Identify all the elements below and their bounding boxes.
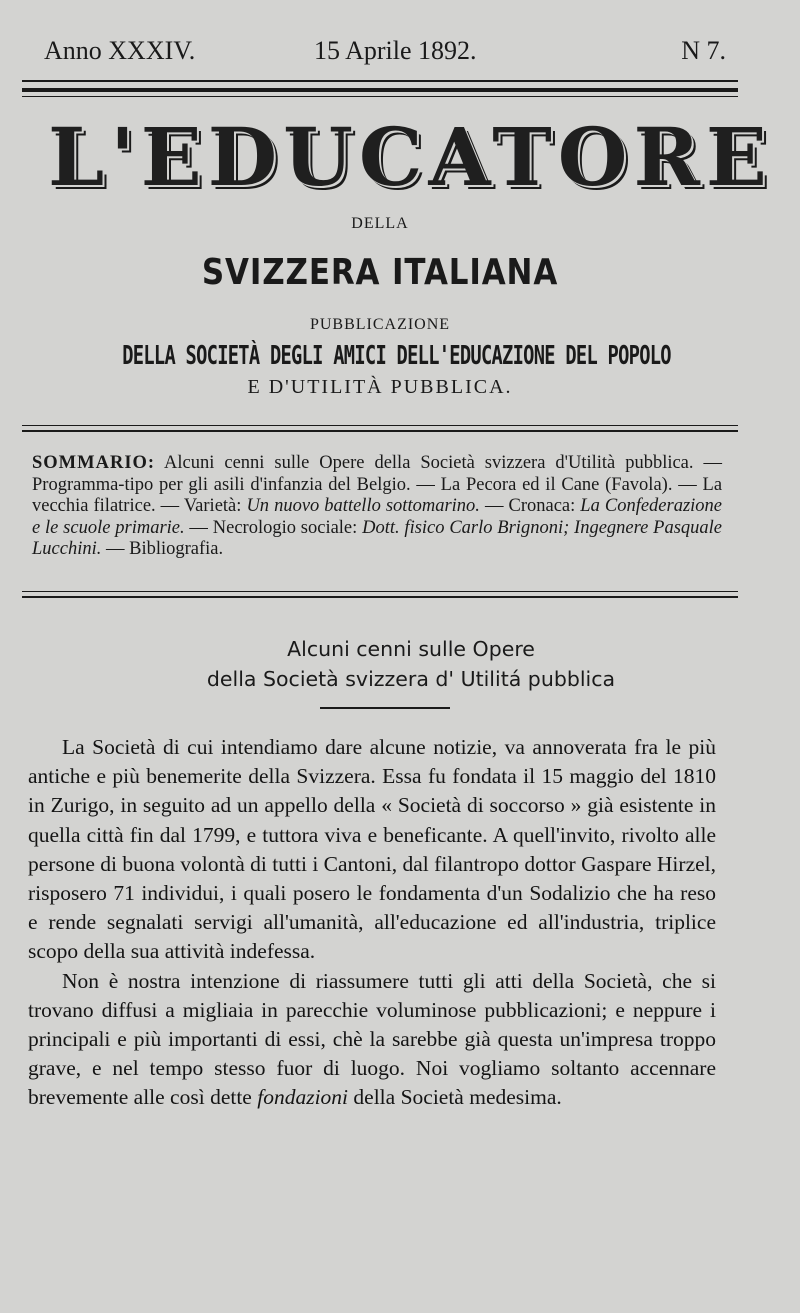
- summary-item: Alcuni cenni sulle Opere della Società svizzera d'Utilità pubblica.: [164, 453, 694, 473]
- article-title-line2: della Società svizzera d' Utilitá pubblica: [206, 667, 616, 691]
- summary-item: La Pecora ed il Cane (Favola).: [440, 474, 673, 495]
- summary-label: SOMMARIO:: [32, 453, 156, 473]
- article-paragraph: La Società di cui intendiamo dare alcune notizie, va annoverata fra le più antiche e più benemerite della Svizzera. Essa fu fondata il 15 maggio del 1810 in Zurigo, in seguito ad un appello della « Società di soccorso » già esistente in quella città fin dal 1799, e tuttora viva e beneficante. A quell'invito, rivolto alle persone di buona volontà di tutti i Cantoni, dal filantropo dottor Gaspare Hirzel, risposero 71 individui, i quali posero le fondamenta d'un Sodalizio che ha reso e rende segnalati servigi all'umanità, all'educazione ed all'industria, triplice scopo della sua attività indefessa.: [28, 735, 716, 964]
- issue-number: N 7.: [681, 36, 726, 65]
- summary-item-label: Necrologio sociale:: [212, 517, 358, 538]
- title-subtitle: SVIZZERA ITALIANA: [201, 252, 559, 293]
- article-body: [28, 733, 716, 1113]
- newspaper-title: L'EDUCATORE: [48, 110, 773, 204]
- masthead-rule-thin: [22, 96, 738, 97]
- society-name: DELLA SOCIETÀ DEGLI AMICI DELL'EDUCAZIONE DEL POPOLO: [122, 341, 671, 371]
- emphasis-fondazioni: fondazioni: [257, 1085, 349, 1110]
- title-della: DELLA: [351, 215, 409, 232]
- header-rule-1: [22, 425, 738, 426]
- masthead-rule-top: [22, 80, 738, 82]
- summary-item-label: Varietà:: [183, 496, 242, 516]
- summary-item: Dott. fisico Carlo Brignoni; Ingegnere Pasquale Lucchini.: [32, 517, 723, 559]
- article-paragraph: Non è nostra intenzione di riassumere tutti gli atti della Società, che si trovano diffusi a migliaia in parecchie voluminose pubblicazioni; e neppure i principali e più importanti di essi, chè la sarebbe già questa un'impresa troppo grave, e nel tempo stesso fuor di luogo. Noi vogliamo soltanto accennare brevemente alle così dette fondazioni della Società medesima.: [28, 968, 716, 1110]
- masthead-rule-thick: [22, 88, 738, 92]
- issue-year: Anno XXXIV.: [44, 36, 196, 65]
- summary-item: Un nuovo battello sottomarino.: [246, 496, 480, 516]
- summary-item: La vecchia filatrice.: [32, 474, 723, 516]
- summary-rule-2: [22, 596, 738, 598]
- summary-item: Bibliografia.: [129, 539, 224, 559]
- summary-item: La Confederazione e le scuole primarie.: [32, 496, 723, 538]
- society-utility: E D'UTILITÀ PUBBLICA.: [247, 376, 513, 398]
- summary-block: SOMMARIO: Alcuni cenni sulle Opere della Società svizzera d'Utilità pubblica. — Programma-tipo per gli asili d'infanzia del Belgio. — La Pecora ed il Cane (Favola). — La vecchia filatrice. — Varietà: Un nuovo battello sottomarino. — Cronaca: La Confederazione e le scuole primarie. — Necrologio sociale: Dott. fisico Carlo Brignoni; Ingegnere Pasquale Lucchini. — Bibliografia.: [32, 453, 723, 559]
- header-rule-2: [22, 430, 738, 432]
- article-title-line1: Alcuni cenni sulle Opere: [287, 637, 535, 661]
- summary-item: Programma-tipo per gli asili d'infanzia del Belgio.: [32, 474, 411, 495]
- publication-label: PUBBLICAZIONE: [309, 316, 451, 333]
- summary-item-label: Cronaca:: [508, 496, 576, 516]
- issue-date: 15 Aprile 1892.: [314, 36, 477, 65]
- summary-rule-1: [22, 591, 738, 592]
- article-title-divider: [320, 707, 450, 709]
